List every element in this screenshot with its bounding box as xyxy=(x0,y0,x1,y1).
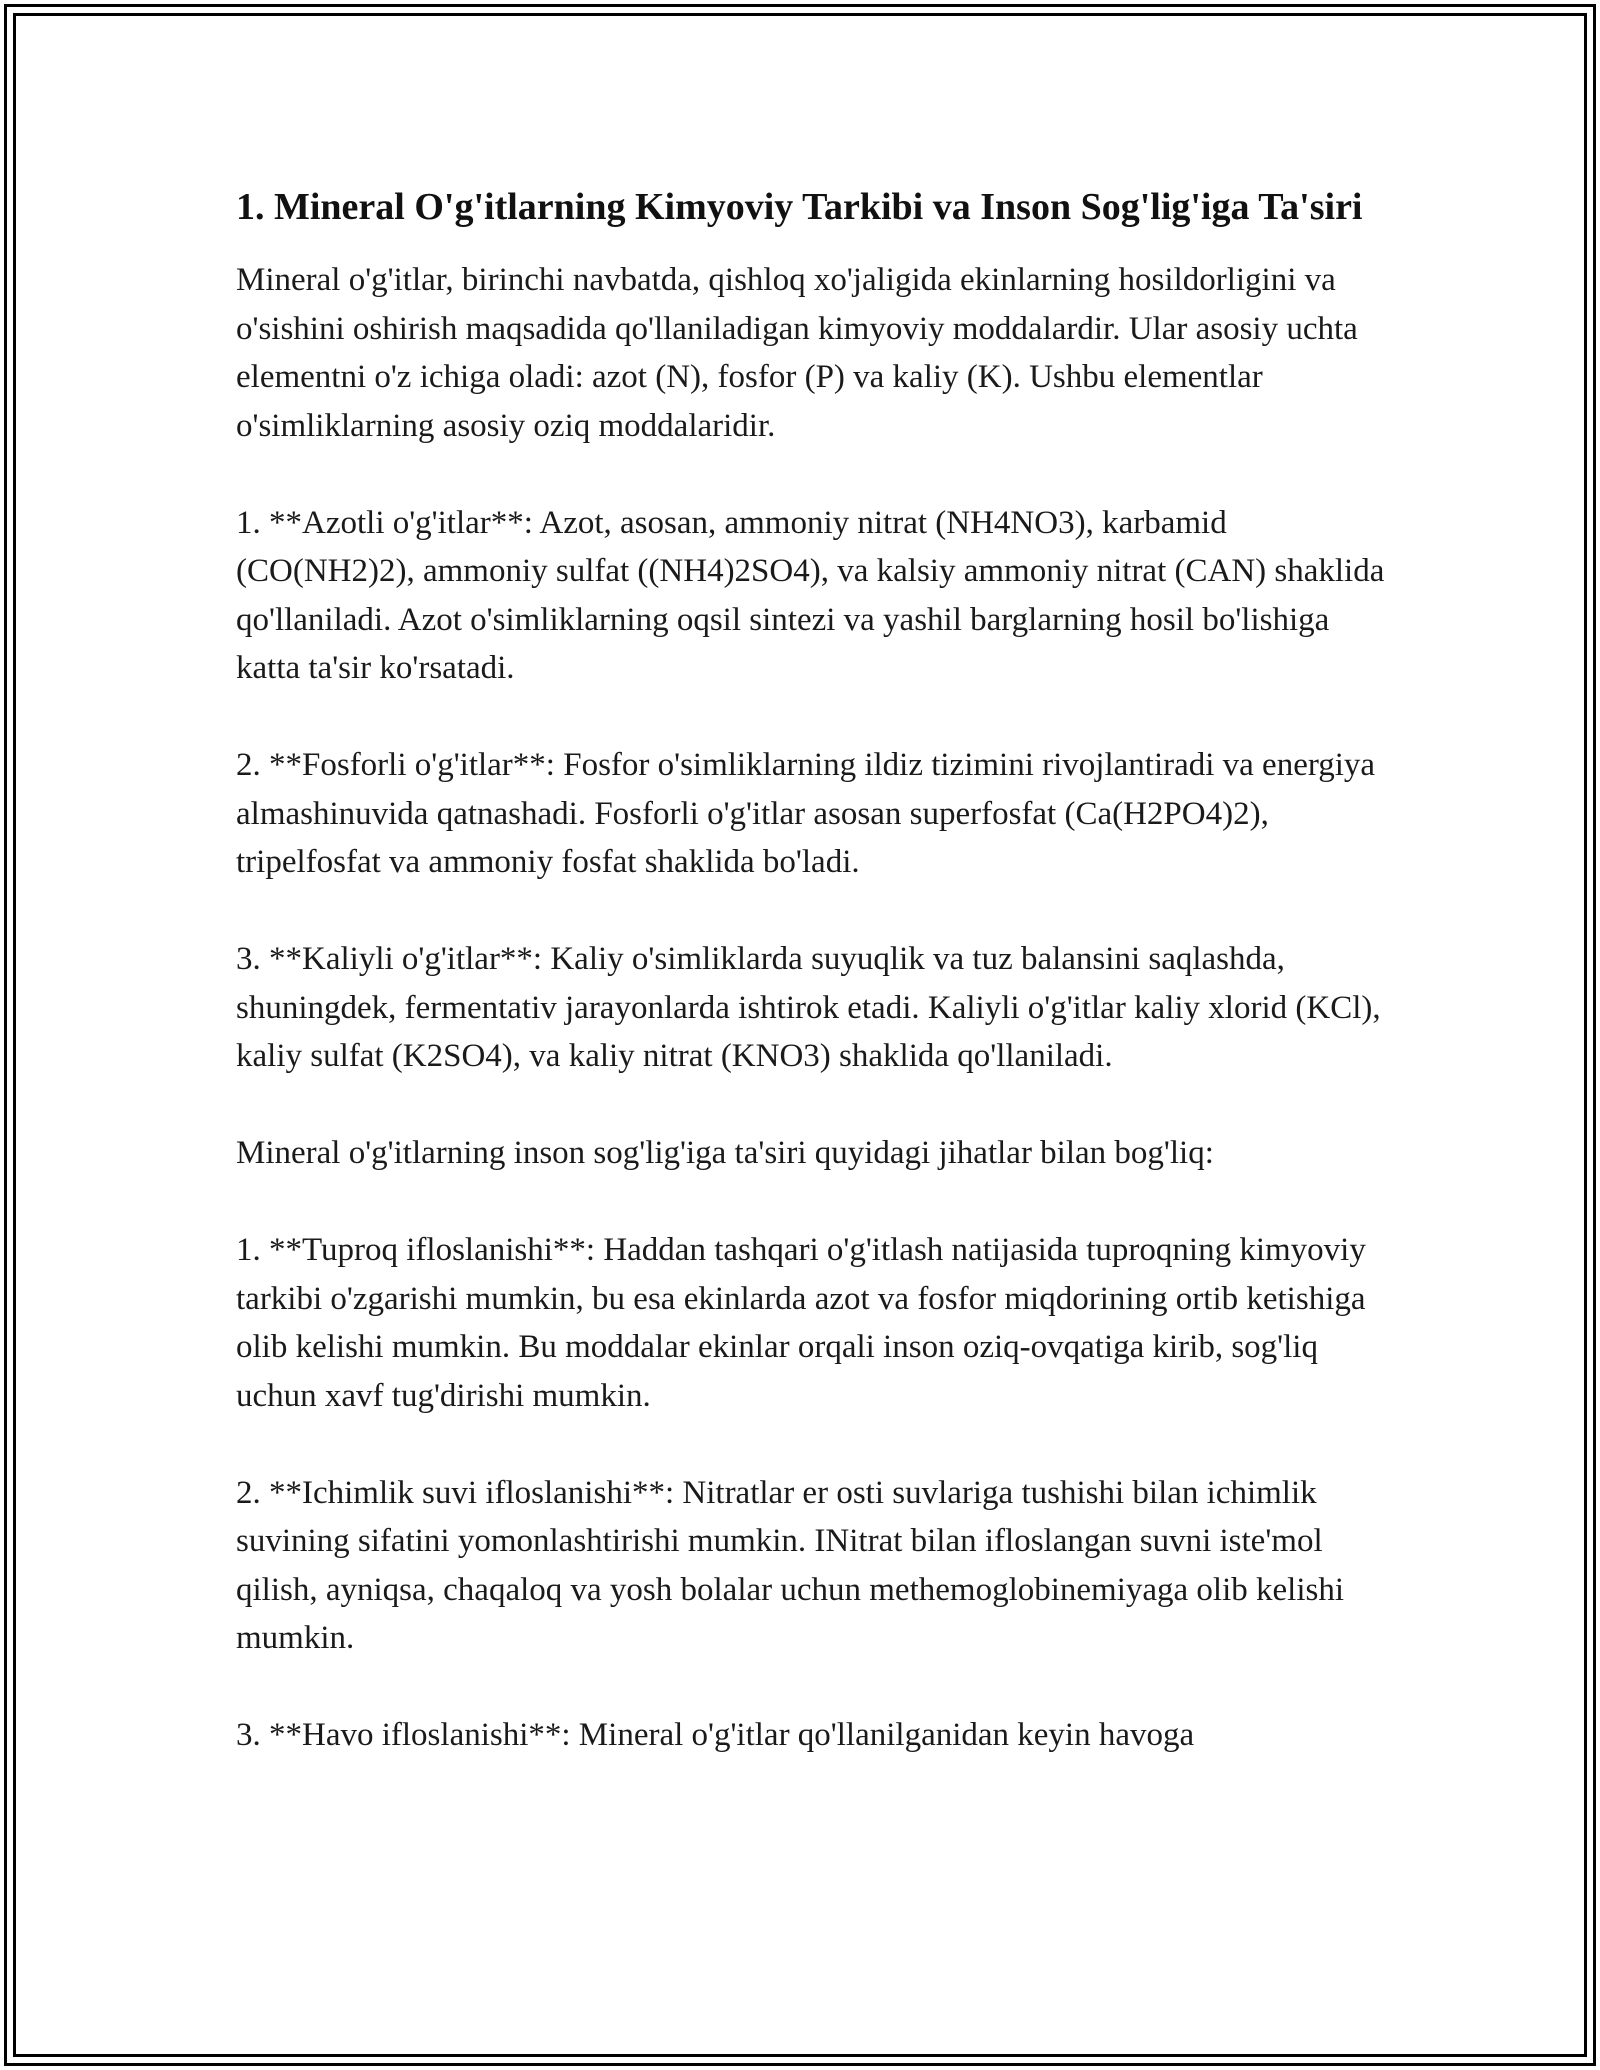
air-pollution-paragraph: 3. **Havo ifloslanishi**: Mineral o'g'itlar qo'llanilganidan keyin havoga xyxy=(236,1717,1195,1753)
intro-paragraph: Mineral o'g'itlar, birinchi navbatda, qishloq xo'jaligida ekinlarning hosildorligini va o'sishini oshirish maqsadida qo'llaniladigan kimyoviy moddalardir. Ular asosiy uchta elementni o'z ichiga oladi: azot (N), fosfor (P) va kaliy (K). Ushbu elementlar o'simliklarning asosiy oziq moddalaridir. xyxy=(236,262,1358,444)
potassium-fertilizers-paragraph: 3. **Kaliyli o'g'itlar**: Kaliy o'simliklarda suyuqlik va tuz balansini saqlashda, shuningdek, fermentativ jarayonlarda ishtirok etadi. Kaliyli o'g'itlar kaliy xlorid (KCl), kaliy sulfat (K2SO4), va kaliy nitrat (KNO3) shaklida qo'llaniladi. xyxy=(236,941,1381,1074)
nitrogen-fertilizers-paragraph: 1. **Azotli o'g'itlar**: Azot, asosan, ammoniy nitrat (NH4NO3), karbamid (CO(NH2)2), ammoniy sulfat ((NH4)2SO4), va kalsiy ammoniy nitrat (CAN) shaklida qo'llaniladi. Azot o'simliklarning oqsil sintezi va yashil barglarning hosil bo'lishiga katta ta'sir ko'rsatadi. xyxy=(236,504,1385,686)
soil-pollution-paragraph: 1. **Tuproq ifloslanishi**: Haddan tashqari o'g'itlash natijasida tuproqning kimyoviy tarkibi o'zgarishi mumkin, bu esa ekinlarda azot va fosfor miqdorining ortib ketishiga olib kelishi mumkin. Bu moddalar ekinlar orqali inson oziq-ovqatiga kirib, sog'liq uchun xavf tug'dirishi mumkin. xyxy=(236,1232,1366,1414)
phosphorus-fertilizers-paragraph: 2. **Fosforli o'g'itlar**: Fosfor o'simliklarning ildiz tizimini rivojlantiradi va energiya almashinuvida qatnashadi. Fosforli o'g'itlar asosan superfosfat (Ca(H2PO4)2), tripelfosfat va ammoniy fosfat shaklida bo'ladi. xyxy=(236,747,1376,880)
document-title: 1. Mineral O'g'itlarning Kimyoviy Tarkibi va Inson Sog'lig'iga Ta'siri xyxy=(236,186,1363,228)
document-page xyxy=(236,180,1386,1760)
health-impact-intro-paragraph: Mineral o'g'itlarning inson sog'lig'iga ta'siri quyidagi jihatlar bilan bog'liq: xyxy=(236,1135,1214,1171)
drinking-water-pollution-paragraph: 2. **Ichimlik suvi ifloslanishi**: Nitratlar er osti suvlariga tushishi bilan ichimlik suvining sifatini yomonlashtirishi mumkin. INitrat bilan ifloslangan suvni iste'mol qilish, ayniqsa, chaqaloq va yosh bolalar uchun methemoglobinemiyaga olib kelishi mumkin. xyxy=(236,1474,1345,1656)
